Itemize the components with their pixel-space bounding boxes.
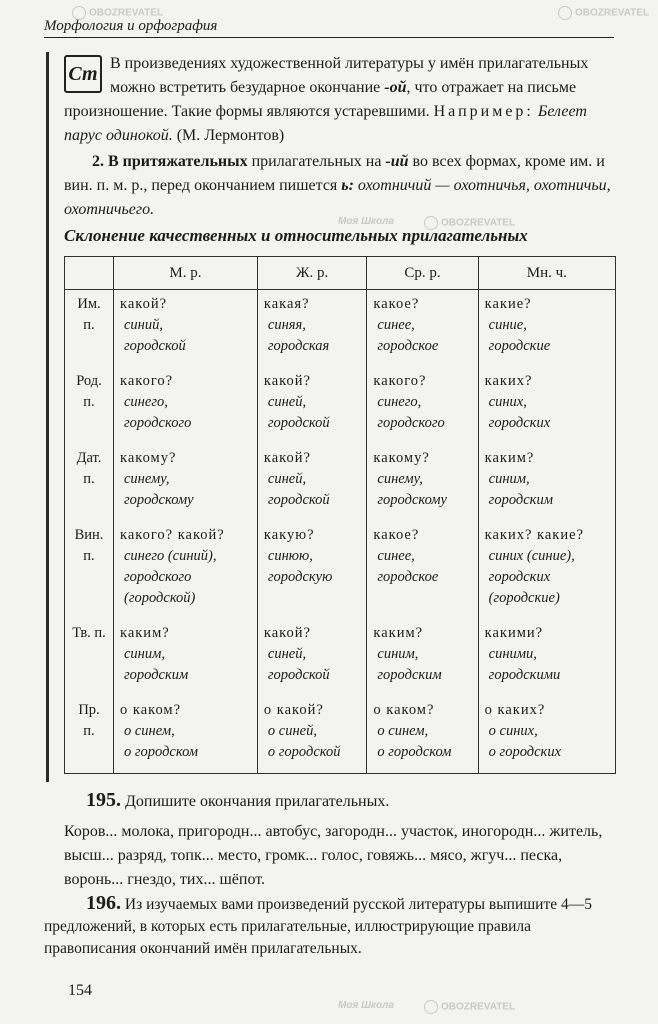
adjective-form: городского <box>377 415 445 431</box>
question-word: какое? <box>373 296 420 312</box>
question-word: какой? <box>263 450 311 466</box>
margin-rule <box>46 52 49 782</box>
adjective-form: городским <box>377 667 442 683</box>
table-row <box>65 444 616 521</box>
adjective-form: о городском <box>377 744 452 760</box>
question-word: какими? <box>484 625 544 641</box>
exercise-number: 196. <box>86 892 121 914</box>
adjective-form: городское <box>377 338 439 354</box>
adjective-form: синего (синий), <box>124 548 217 564</box>
adjective-form: городскую <box>267 569 333 585</box>
style-note-paragraph: Ст В произведениях художественной литературы у имён прилагательных можно встретить безударное окончание -ой, что отражает на письме произношение. Такие формы являются устаревшими. Например: Белеет парус одинокой. (М. Лермонтов) <box>64 55 589 144</box>
table-cell <box>257 444 367 521</box>
table-cell <box>478 290 615 368</box>
declension-table <box>64 256 616 774</box>
exercise-195 <box>64 788 614 892</box>
question-word: какой? <box>263 373 311 389</box>
adjective-form: синему, <box>377 471 423 487</box>
header-cell: Ср. р. <box>367 257 478 290</box>
adjective-form: синей, <box>267 646 307 662</box>
adjective-form: городскими <box>488 667 561 683</box>
watermark-logo-icon <box>424 216 438 230</box>
question-word: какая? <box>263 296 310 312</box>
watermark-school: Моя Школа <box>338 1000 394 1011</box>
table-header-row <box>65 257 616 290</box>
adjective-form: синим, <box>124 646 166 662</box>
question-word: какой? <box>120 296 168 312</box>
table-cell <box>478 521 615 619</box>
watermark-school: Моя Школа <box>338 216 394 227</box>
adjective-form: о городских <box>488 744 562 760</box>
adjective-form: городским <box>488 492 553 508</box>
adjective-form: синего, <box>124 394 168 410</box>
adjective-form: (городской) <box>124 590 196 606</box>
table-cell <box>257 367 367 444</box>
table-body <box>65 290 616 774</box>
case-label: Тв. п. <box>65 619 114 696</box>
question-word: о каких? <box>484 702 546 718</box>
adjective-form: синей, <box>267 471 307 487</box>
exercise-task: Допишите окончания прилагательных. <box>125 793 390 810</box>
table-cell <box>478 367 615 444</box>
header-cell: Ж. р. <box>257 257 367 290</box>
style-note-icon: Ст <box>64 55 102 93</box>
table-row <box>65 619 616 696</box>
adjective-form: городской <box>124 338 186 354</box>
adjective-form: городской <box>267 415 330 431</box>
table-cell <box>257 619 367 696</box>
table-cell <box>367 521 478 619</box>
header-cell <box>65 257 114 290</box>
question-word: каких? <box>484 373 533 389</box>
table-cell <box>367 696 478 774</box>
question-word: какой? <box>263 625 311 641</box>
watermark-logo-icon <box>558 6 572 20</box>
question-word: о каком? <box>120 702 182 718</box>
watermark-logo-icon <box>72 6 86 20</box>
table-cell <box>478 619 615 696</box>
case-label: Пр. п. <box>65 696 114 774</box>
adjective-form: синяя, <box>267 317 306 333</box>
adjective-form: о синем, <box>377 723 429 739</box>
adjective-form: о синей, <box>267 723 317 739</box>
table-cell <box>478 444 615 521</box>
adjective-form: городской <box>267 667 330 683</box>
adjective-form: городская <box>267 338 330 354</box>
adjective-form: синим, <box>488 471 530 487</box>
question-word: каких? какие? <box>484 527 584 543</box>
adjective-form: о синих, <box>488 723 538 739</box>
adjective-form: городские <box>488 338 551 354</box>
question-word: какому? <box>120 450 177 466</box>
adjective-form: синей, <box>267 394 307 410</box>
table-cell <box>367 444 478 521</box>
adjective-form: городского <box>124 569 192 585</box>
exercise-number: 195. <box>86 789 121 811</box>
exercise-196 <box>44 892 614 960</box>
adjective-form: городской <box>267 492 330 508</box>
question-word: какую? <box>263 527 315 543</box>
question-word: какого? <box>373 373 427 389</box>
watermark-logo-icon <box>424 1000 438 1014</box>
case-label: Род. п. <box>65 367 114 444</box>
question-word: о какой? <box>263 702 324 718</box>
question-word: каким? <box>120 625 170 641</box>
table-cell <box>114 521 258 619</box>
question-word: какое? <box>373 527 420 543</box>
adjective-form: синих, <box>488 394 527 410</box>
question-word: о каком? <box>373 702 435 718</box>
adjective-form: городскому <box>377 492 447 508</box>
adjective-form: (городские) <box>488 590 560 606</box>
case-label: Вин. п. <box>65 521 114 619</box>
table-row <box>65 367 616 444</box>
running-header: Морфология и орфография <box>44 18 614 38</box>
table-cell <box>114 619 258 696</box>
adjective-form: синий, <box>124 317 164 333</box>
adjective-form: о синем, <box>124 723 175 739</box>
watermark: OBOZREVATEL <box>424 216 515 230</box>
question-word: какого? какой? <box>120 527 225 543</box>
table-cell <box>257 290 367 368</box>
table-title: Склонение качественных и относительных прилагательных <box>64 226 528 245</box>
adjective-form: городских <box>488 415 551 431</box>
table-cell <box>367 367 478 444</box>
adjective-form: синих (синие), <box>488 548 575 564</box>
table-cell <box>114 367 258 444</box>
question-word: каким? <box>484 450 535 466</box>
watermark: OBOZREVATEL <box>424 1000 515 1014</box>
question-word: каким? <box>373 625 424 641</box>
adjective-form: синими, <box>488 646 537 662</box>
case-label: Им. п. <box>65 290 114 368</box>
adjective-form: синим, <box>377 646 419 662</box>
adjective-form: синие, <box>488 317 527 333</box>
table-cell <box>257 521 367 619</box>
adjective-form: о городском <box>124 744 199 760</box>
adjective-form: синего, <box>377 394 422 410</box>
exercise-body: Коров... молока, пригородн... автобус, загородн... участок, иногородн... житель, высш... разряд, топк... место, громк... голос, говяжь... мясо, жгуч... песка, воронь... гнездо, тих... шёпот. <box>64 823 603 888</box>
exercise-task: Из изучаемых вами произведений русской литературы выпишите 4—5 предложений, в которых есть прилагательные, иллюстрирующие правила правописания окончаний имён прилагательных. <box>44 896 592 957</box>
adjective-form: городским <box>124 667 189 683</box>
question-word: какому? <box>373 450 430 466</box>
case-label: Дат. п. <box>65 444 114 521</box>
header-cell: М. р. <box>114 257 258 290</box>
table-row <box>65 290 616 368</box>
table-cell <box>114 444 258 521</box>
question-word: какие? <box>484 296 532 312</box>
table-row <box>65 696 616 774</box>
adjective-form: городских <box>488 569 551 585</box>
adjective-form: синее, <box>377 317 415 333</box>
adjective-form: городского <box>124 415 192 431</box>
table-cell <box>257 696 367 774</box>
table-cell <box>114 696 258 774</box>
header-cell: Мн. ч. <box>478 257 615 290</box>
watermark: OBOZREVATEL <box>558 6 649 20</box>
table-cell <box>367 619 478 696</box>
adjective-form: синему, <box>124 471 170 487</box>
watermark: OBOZREVATEL <box>72 6 163 20</box>
table-cell <box>478 696 615 774</box>
adjective-form: городскому <box>124 492 194 508</box>
adjective-form: синюю, <box>267 548 313 564</box>
rule-paragraph-2: 2. В притяжательных прилагательных на -ий во всех формах, кроме им. и вин. п. м. р., перед окончанием пишется ь: охотничий — охотничья, охотничьи, охотничьего. <box>64 153 611 218</box>
page-number: 154 <box>68 982 92 999</box>
adjective-form: городское <box>377 569 439 585</box>
table-row <box>65 521 616 619</box>
table-cell <box>114 290 258 368</box>
adjective-form: о городской <box>267 744 341 760</box>
question-word: какого? <box>120 373 174 389</box>
table-cell <box>367 290 478 368</box>
adjective-form: синее, <box>377 548 415 564</box>
